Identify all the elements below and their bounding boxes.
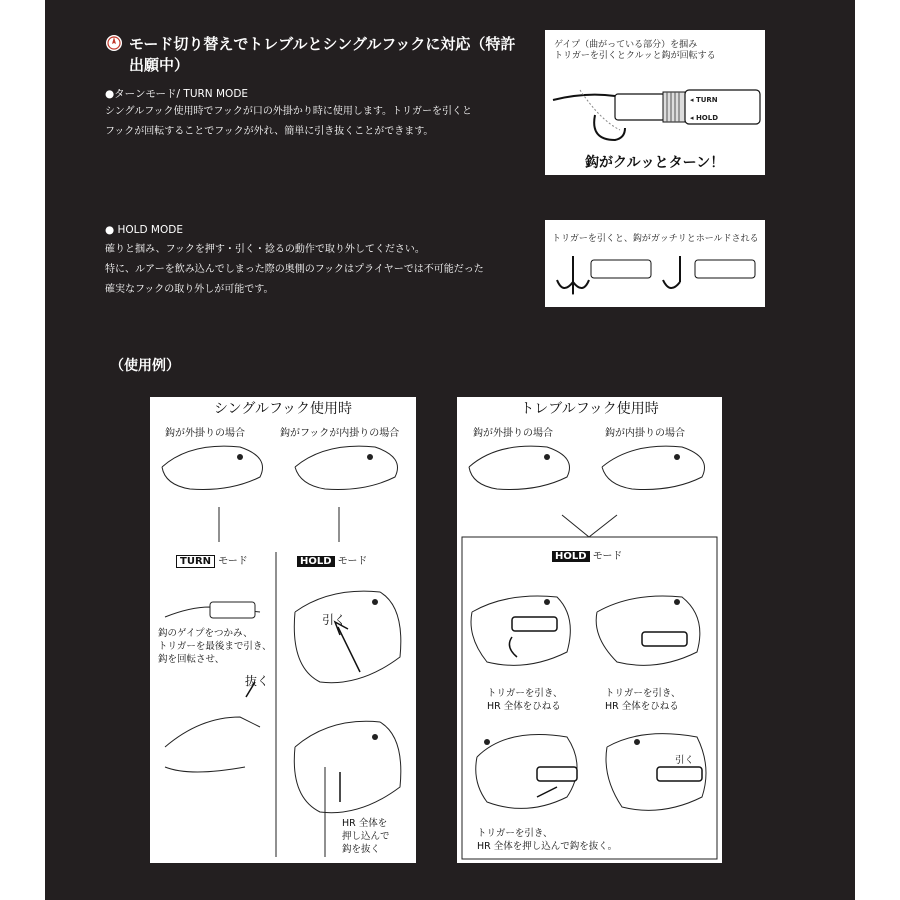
- annotation-line: HR 全体を押し込んで鈎を抜く。: [477, 841, 618, 852]
- single-turn-mode-label: [176, 552, 248, 568]
- hold-mode-line: 確実なフックの取り外しが可能です。: [105, 284, 274, 295]
- hold-mode-line: 確りと掴み、フックを押す・引く・捻るの動作で取り外してください。: [105, 244, 425, 255]
- single-right-sub: 鈎がフックが内掛りの場合: [280, 428, 400, 439]
- single-left-sub: 鈎が外掛りの場合: [165, 428, 245, 439]
- turn-mode-figure: [545, 30, 765, 175]
- treble-hook-card: [457, 397, 722, 863]
- turn-mode-body: [105, 102, 472, 142]
- annotation-line: トリガーを最後まで引き、: [158, 641, 272, 652]
- turn-figure-caption: ゲイプ（曲がっている部分）を掴み: [554, 40, 698, 50]
- heading-line1: モード切り替えでトレブルとシングルフックに対応（特許: [129, 35, 516, 53]
- treble-left-sub: 鈎が外掛りの場合: [473, 428, 553, 439]
- single-hook-card: [150, 397, 416, 863]
- turn-label: ◂ TURN: [690, 96, 718, 104]
- hook-remover-hold-illustration: [545, 220, 765, 307]
- treble-hold-mode-label: [552, 547, 622, 562]
- treble-mode-suffix: モード: [592, 551, 623, 562]
- treble-hold-tag: HOLD: [552, 551, 590, 562]
- feature-heading: [105, 34, 535, 76]
- annotation-line: HR 全体を: [342, 818, 388, 829]
- annotation-line: トリガーを引き、: [605, 688, 681, 699]
- annotation-line: トリガーを引き、: [477, 828, 553, 839]
- hold-mode-body: [105, 240, 484, 300]
- single-turn-step1: [158, 627, 272, 666]
- treble-hook-illustrations: [457, 397, 722, 863]
- single-hook-title: シングルフック使用時: [214, 401, 352, 417]
- hold-tag: HOLD: [297, 556, 335, 567]
- turn-mode-suffix: モード: [218, 556, 248, 567]
- annotation-line: 鈎を回転させ、: [158, 654, 225, 665]
- hold-figure-caption: トリガーを引くと、鈎がガッチリとホールドされる: [552, 234, 759, 244]
- single-hold-step1: 引く: [322, 613, 347, 627]
- treble-step-c: 引く: [675, 755, 695, 766]
- annotation-line: HR 全体をひねる: [487, 701, 561, 712]
- turn-tag: TURN: [176, 555, 215, 568]
- heading-line2: 出願中）: [129, 56, 190, 74]
- hold-mode-title: ● HOLD MODE: [105, 224, 183, 236]
- hold-mode-figure: [545, 220, 765, 307]
- treble-step-b: [605, 687, 681, 713]
- usage-examples-heading: （使用例）: [110, 358, 180, 374]
- annotation-line: HR 全体をひねる: [605, 701, 679, 712]
- single-hold-mode-label: [297, 552, 367, 567]
- turn-mode-title: ●ターンモード/ TURN MODE: [105, 88, 249, 100]
- annotation-line: 鈎を抜く: [342, 844, 381, 855]
- single-hold-step2: [342, 817, 390, 856]
- annotation-line: 鈎のゲイプをつかみ、: [158, 628, 253, 639]
- annotation-line: トリガーを引き、: [487, 688, 563, 699]
- annotation-line: 押し込んで: [342, 831, 390, 842]
- turn-figure-big-caption: 鈎がクルッとターン！: [585, 155, 725, 171]
- hold-mode-line: 特に、ルアーを飲み込んでしまった際の奥側のフックはプライヤーでは不可能だった: [105, 264, 484, 275]
- turn-mode-line: シングルフック使用時でフックが口の外掛かり時に使用します。トリガーを引くと: [105, 106, 472, 117]
- turn-mode-line: フックが回転することでフックが外れ、簡単に引き抜くことができます。: [105, 126, 434, 137]
- hold-label: ◂ HOLD: [690, 114, 719, 122]
- treble-step-d: [477, 827, 617, 853]
- treble-step-a: [487, 687, 563, 713]
- hold-mode-suffix: モード: [337, 556, 368, 567]
- compass-icon: [105, 34, 123, 52]
- treble-hook-title: トレブルフック使用時: [520, 401, 659, 417]
- single-turn-step2: 抜く: [245, 674, 270, 688]
- treble-right-sub: 鈎が内掛りの場合: [605, 428, 685, 439]
- turn-figure-caption: トリガーを引くとクルッと鈎が回転する: [554, 51, 716, 61]
